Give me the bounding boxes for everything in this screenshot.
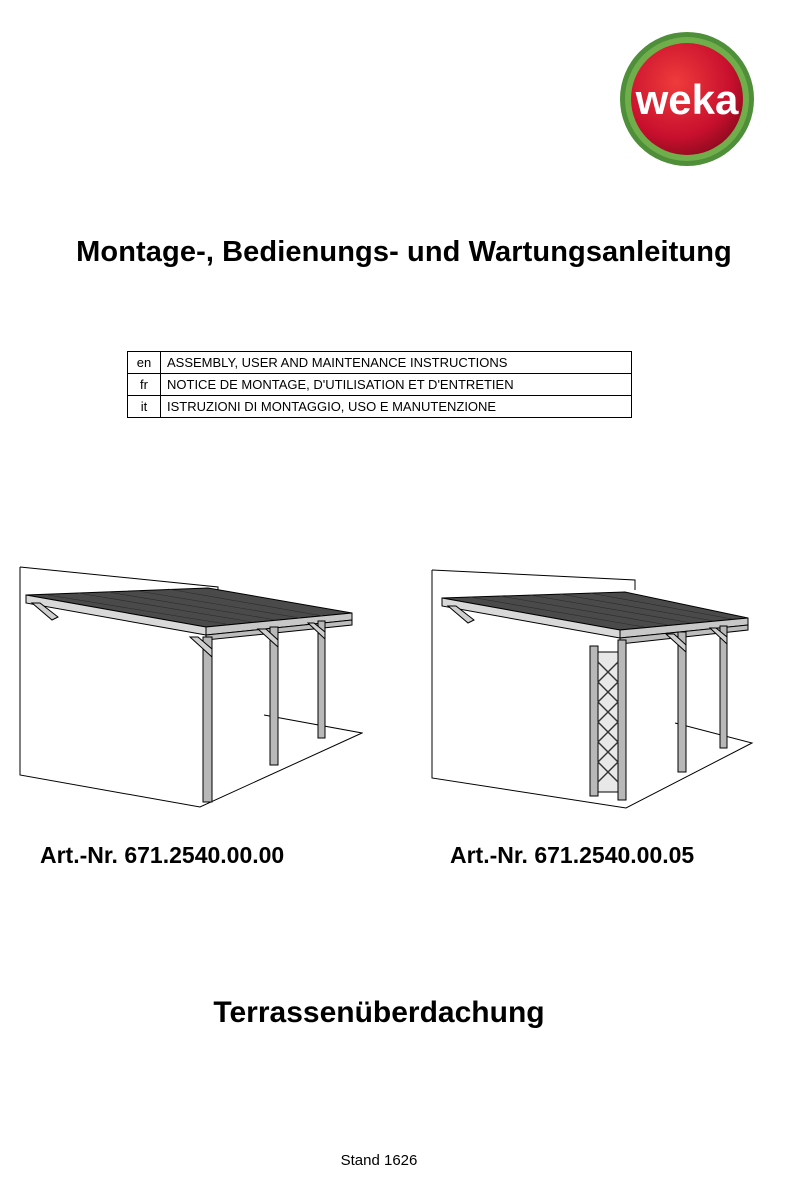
article-number: Art.-Nr. 671.2540.00.00 — [40, 842, 285, 868]
language-table — [127, 351, 632, 418]
article-number: Art.-Nr. 671.2540.00.05 — [450, 842, 695, 868]
language-row — [128, 374, 632, 396]
document-title: Montage-, Bedienungs- und Wartungsanleitung — [76, 236, 732, 268]
language-code: en — [128, 352, 161, 374]
terrace-roof-trellis-drawing — [430, 568, 755, 818]
language-code: it — [128, 396, 161, 418]
product-name: Terrassenüberdachung — [213, 996, 545, 1029]
weka-logo — [618, 30, 756, 168]
language-row — [128, 396, 632, 418]
language-row — [128, 352, 632, 374]
terrace-roof-drawing — [18, 565, 363, 815]
language-title: NOTICE DE MONTAGE, D'UTILISATION ET D'ENTRETIEN — [161, 374, 632, 396]
version-stamp: Stand 1626 — [340, 1152, 418, 1169]
language-title: ASSEMBLY, USER AND MAINTENANCE INSTRUCTIONS — [161, 352, 632, 374]
language-code: fr — [128, 374, 161, 396]
language-title: ISTRUZIONI DI MONTAGGIO, USO E MANUTENZIONE — [161, 396, 632, 418]
svg-text:weka: weka — [635, 76, 739, 123]
